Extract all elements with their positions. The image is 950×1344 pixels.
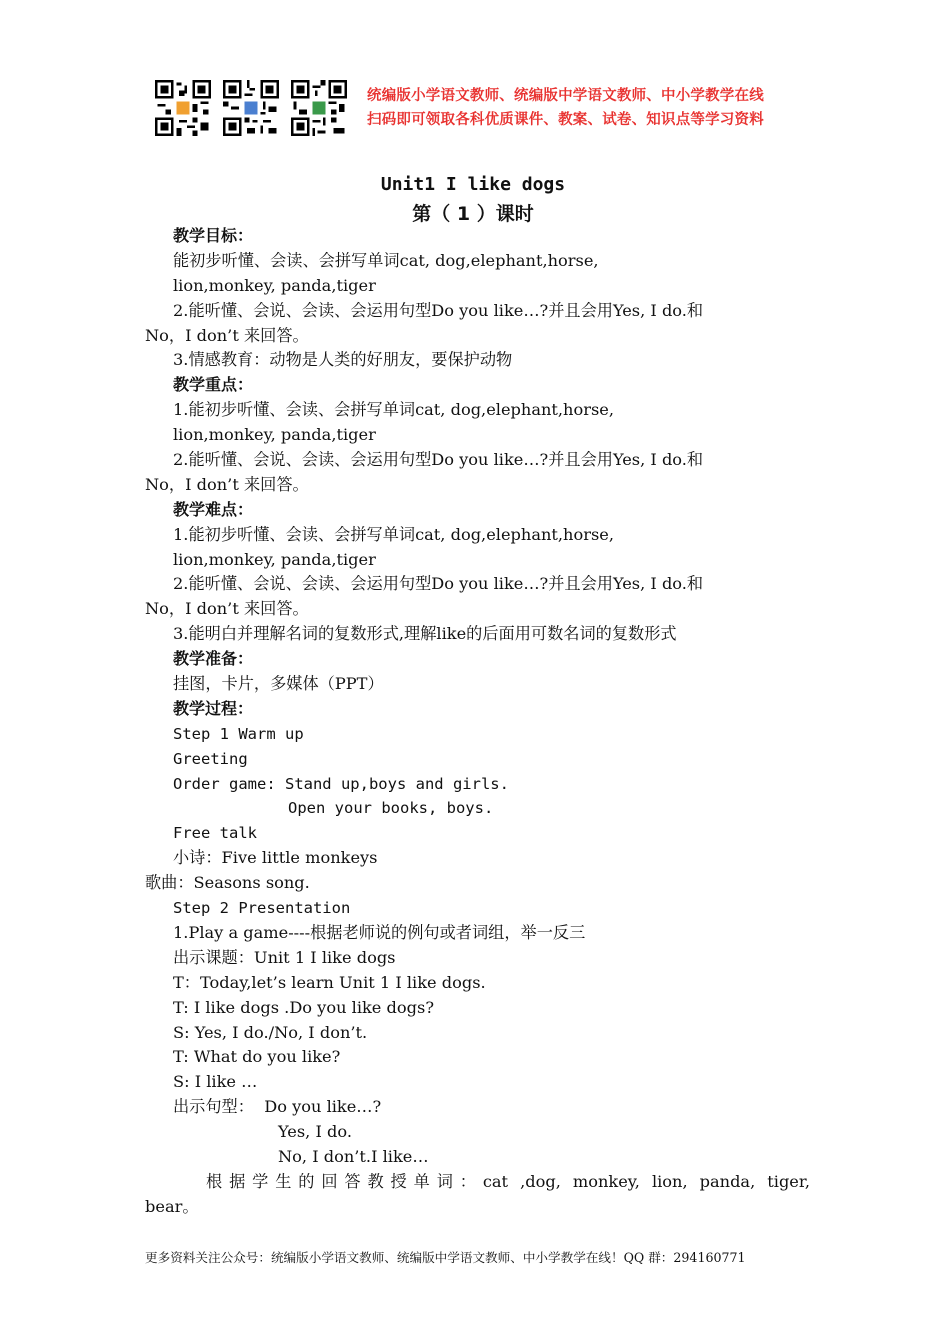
key-point-line: 1.能初步听懂、会读、会拼写单词cat, dog,elephant,horse, — [173, 400, 614, 420]
qr-code-1[interactable] — [155, 80, 211, 136]
pattern-line — [145, 1095, 810, 1120]
promo-text — [367, 84, 764, 132]
goal-line: 能初步听懂、会读、会拼写单词cat, dog,elephant,horse, — [173, 250, 599, 270]
goal-line: No，I don’t 来回答。 — [145, 325, 309, 345]
order-game-line: Order game: Stand up,boys and girls. — [173, 774, 509, 793]
qr-code-2[interactable] — [223, 80, 279, 136]
dialogue-line: T: I like dogs .Do you like dogs? — [173, 997, 434, 1017]
preparation-heading: 教学准备： — [173, 649, 254, 669]
play-game-line: 1.Play a game----根据老师说的例句或者词组，举一反三 — [173, 922, 586, 942]
goal-line: 2.能听懂、会说、会读、会运用句型Do you like…?并且会用Yes, I do.和 — [173, 300, 704, 320]
show-title-line: 出示课题：Unit 1 I like dogs — [173, 947, 396, 967]
goal-line: lion,monkey, panda,tiger — [173, 275, 376, 295]
lesson-plan-body — [145, 224, 810, 1220]
key-point-line: No，I don’t 来回答。 — [145, 474, 309, 494]
step-2-title: Step 2 Presentation — [173, 899, 351, 918]
order-game-line-2: Open your books, boys. — [288, 799, 494, 818]
free-talk-line: Free talk — [173, 824, 257, 843]
difficult-point-line: lion,monkey, panda,tiger — [173, 549, 376, 569]
song-line: 歌曲：Seasons song. — [145, 873, 310, 893]
difficult-point-line: 2.能听懂、会说、会读、会运用句型Do you like…?并且会用Yes, I do.和 — [173, 574, 704, 594]
footer-note: 更多资料关注公众号：统编版小学语文教师、统编版中学语文教师、中小学教学在线！QQ 群：294160771 — [145, 1250, 746, 1265]
preparation-text: 挂图，卡片，多媒体（PPT） — [173, 674, 384, 694]
pattern-3: No, I don’t.I like… — [278, 1146, 429, 1166]
step-1-title: Step 1 Warm up — [173, 724, 304, 743]
difficult-point-line: 3.能明白并理解名词的复数形式,理解like的后面用可数名词的复数形式 — [173, 624, 677, 644]
key-point-line: 2.能听懂、会说、会读、会运用句型Do you like…?并且会用Yes, I do.和 — [173, 450, 704, 470]
pattern-2: Yes, I do. — [278, 1122, 352, 1142]
greeting-line: Greeting — [173, 749, 248, 768]
promo-line-1: 统编版小学语文教师、统编版中学语文教师、中小学教学在线 — [367, 88, 764, 104]
dialogue-line: T：Today,let’s learn Unit 1 I like dogs. — [173, 972, 486, 992]
dialogue-line: T: What do you like? — [173, 1047, 341, 1067]
key-points-heading: 教学重点： — [173, 375, 254, 395]
poem-line: 小诗：Five little monkeys — [173, 848, 378, 868]
qr-code-3[interactable] — [291, 80, 347, 136]
header-banner — [155, 78, 764, 138]
promo-line-2: 扫码即可领取各科优质课件、教案、试卷、知识点等学习资料 — [367, 112, 764, 128]
pattern-1: Do you like…? — [264, 1097, 382, 1117]
goals-heading: 教学目标： — [173, 226, 254, 245]
pattern-label: 出示句型： — [173, 1097, 254, 1117]
process-heading: 教学过程： — [173, 698, 254, 718]
goal-line: 3.情感教育：动物是人类的好朋友，要保护动物 — [173, 350, 513, 370]
lesson-title: 第（ 1 ）课时 — [412, 203, 534, 225]
teach-words-line: 根据学生的回答教授单词：cat ,dog, monkey, lion, panda, tiger, — [206, 1171, 810, 1191]
key-point-line: lion,monkey, panda,tiger — [173, 425, 376, 445]
dialogue-line: S: Yes, I do./No, I don’t. — [173, 1022, 368, 1042]
dialogue-line: S: I like … — [173, 1072, 258, 1092]
difficult-point-line: No，I don’t 来回答。 — [145, 599, 309, 619]
teach-words-line-2: bear。 — [145, 1196, 199, 1216]
difficult-point-line: 1.能初步听懂、会读、会拼写单词cat, dog,elephant,horse, — [173, 524, 614, 544]
unit-title: Unit1 I like dogs — [380, 174, 566, 195]
difficult-points-heading: 教学难点： — [173, 499, 254, 519]
